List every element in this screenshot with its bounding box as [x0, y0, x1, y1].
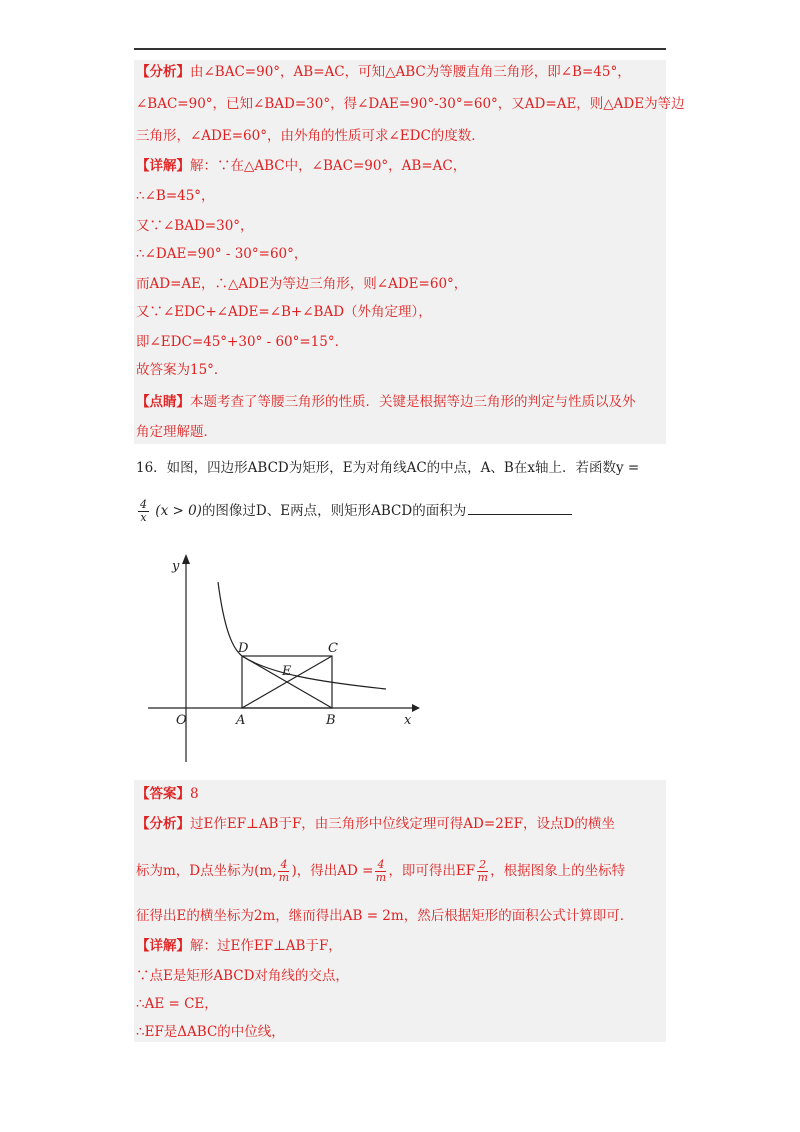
analysis-text: ∠BAC=90°，已知∠BAD=30°，得∠DAE=90°-30°=60°，又AD=AE，则△ADE为等边 [136, 96, 685, 112]
detail-line-7 [136, 332, 348, 352]
label-a: A [236, 713, 246, 728]
detail-text: 又∵∠BAD=30°， [136, 218, 254, 234]
frac-denominator: m [477, 871, 488, 884]
domain-condition: (x > 0) [155, 503, 202, 519]
detail-text: 解：∵在△ABC中，∠BAC=90°，AB=AC， [190, 158, 467, 174]
answer-blank [468, 501, 572, 515]
analysis-text: 过E作EF⊥AB于F，由三角形中位线定理可得AD=2EF，设点D的横坐 [190, 816, 615, 832]
analysis-line-1 [136, 62, 631, 82]
label-y: y [172, 559, 180, 574]
comment-text: 本题考查了等腰三角形的性质．关键是根据等边三角形的判定与性质以及外 [190, 394, 636, 410]
analysis-text: 三角形，∠ADE=60°，由外角的性质可求∠EDC的度数． [136, 128, 485, 144]
question-16-line-1 [136, 458, 639, 478]
comment-text: 角定理解题． [136, 424, 217, 440]
frac-denominator: m [375, 871, 387, 884]
detail-text: ∵点E是矩形ABCD对角线的交点， [136, 968, 349, 984]
label-e: E [282, 664, 292, 679]
x-axis-arrow [412, 704, 420, 712]
frac-denominator: x [140, 511, 147, 524]
y-axis-arrow [182, 554, 190, 564]
detail-text: 又∵∠EDC+∠ADE=∠B+∠BAD（外角定理）， [136, 304, 432, 320]
question-16-line-2 [136, 496, 572, 526]
detail-text: 而AD=AE，∴△ADE为等边三角形，则∠ADE=60°， [136, 276, 468, 292]
detail-16-line-4 [136, 1022, 285, 1042]
detail-16-line-2 [136, 966, 349, 986]
detail-text: ∴AE = CE， [136, 996, 218, 1012]
frac-numerator: 4 [377, 858, 385, 871]
frac-numerator: 4 [280, 858, 288, 871]
frac-numerator: 2 [479, 858, 487, 871]
question-text: 的图像过D、E两点，则矩形ABCD的面积为 [201, 503, 467, 519]
detail-line-8 [136, 360, 227, 380]
label-d: D [238, 641, 249, 656]
detail-text: 故答案为15°． [136, 362, 228, 378]
top-rule [134, 48, 666, 50]
detail-text: ∴EF是ΔABC的中位线， [136, 1024, 285, 1040]
analysis-tag: 【分析】 [136, 816, 190, 832]
detail-line-6 [136, 302, 432, 322]
fraction-4-over-m [375, 859, 386, 884]
answer-line [136, 784, 199, 804]
frac-numerator: 4 [140, 498, 147, 511]
answer-tag: 【答案】 [136, 786, 190, 802]
analysis-text: ，根据图象上的坐标特 [490, 863, 626, 879]
fraction-4-over-m [278, 859, 289, 884]
analysis-text: 征得出E的横坐标为2m，继而得出AB = 2m，然后根据矩形的面积公式计算即可． [136, 908, 634, 924]
detail-line-2 [136, 186, 215, 206]
comment-tag: 【点睛】 [136, 394, 190, 410]
label-x: x [404, 713, 412, 728]
question-text: 16．如图，四边形ABCD为矩形，E为对角线AC的中点，A、B在x轴上．若函数y = [136, 460, 640, 476]
fraction-4-over-x [138, 499, 149, 524]
analysis-text: 由∠BAC=90°，AB=AC，可知△ABC为等腰直角三角形，即∠B=45°， [190, 64, 631, 80]
detail-16-line-1 [136, 936, 342, 956]
detail-text: 即∠EDC=45°+30° - 60°=15°． [136, 334, 349, 350]
analysis-16-line-2 [136, 856, 625, 886]
analysis-line-2 [136, 94, 685, 114]
analysis-16-line-1 [136, 814, 615, 834]
detail-16-line-3 [136, 994, 218, 1014]
frac-denominator: m [278, 871, 290, 884]
detail-line-3 [136, 216, 254, 236]
analysis-text: )，得出AD = [291, 863, 374, 879]
detail-line-4 [136, 244, 307, 264]
label-o: O [176, 713, 187, 728]
analysis-text: ，即可得出EF [388, 863, 476, 879]
comment-line-2 [136, 422, 217, 442]
label-c: C [328, 641, 338, 656]
analysis-text: 标为m，D点坐标为(m, [136, 863, 277, 879]
detail-tag: 【详解】 [136, 158, 190, 174]
function-graph [140, 548, 430, 768]
detail-tag: 【详解】 [136, 938, 190, 954]
detail-line-1 [136, 156, 466, 176]
comment-line-1 [136, 392, 636, 412]
label-b: B [326, 713, 336, 728]
detail-text: ∴∠B=45°， [136, 188, 215, 204]
detail-text: ∴∠DAE=90° - 30°=60°， [136, 246, 308, 262]
analysis-line-3 [136, 126, 485, 146]
answer-value: 8 [190, 786, 199, 802]
detail-line-5 [136, 274, 467, 294]
detail-text: 解：过E作EF⊥AB于F， [190, 938, 342, 954]
analysis-tag: 【分析】 [136, 64, 190, 80]
fraction-2-over-m [477, 859, 488, 884]
analysis-16-line-3 [136, 906, 633, 926]
